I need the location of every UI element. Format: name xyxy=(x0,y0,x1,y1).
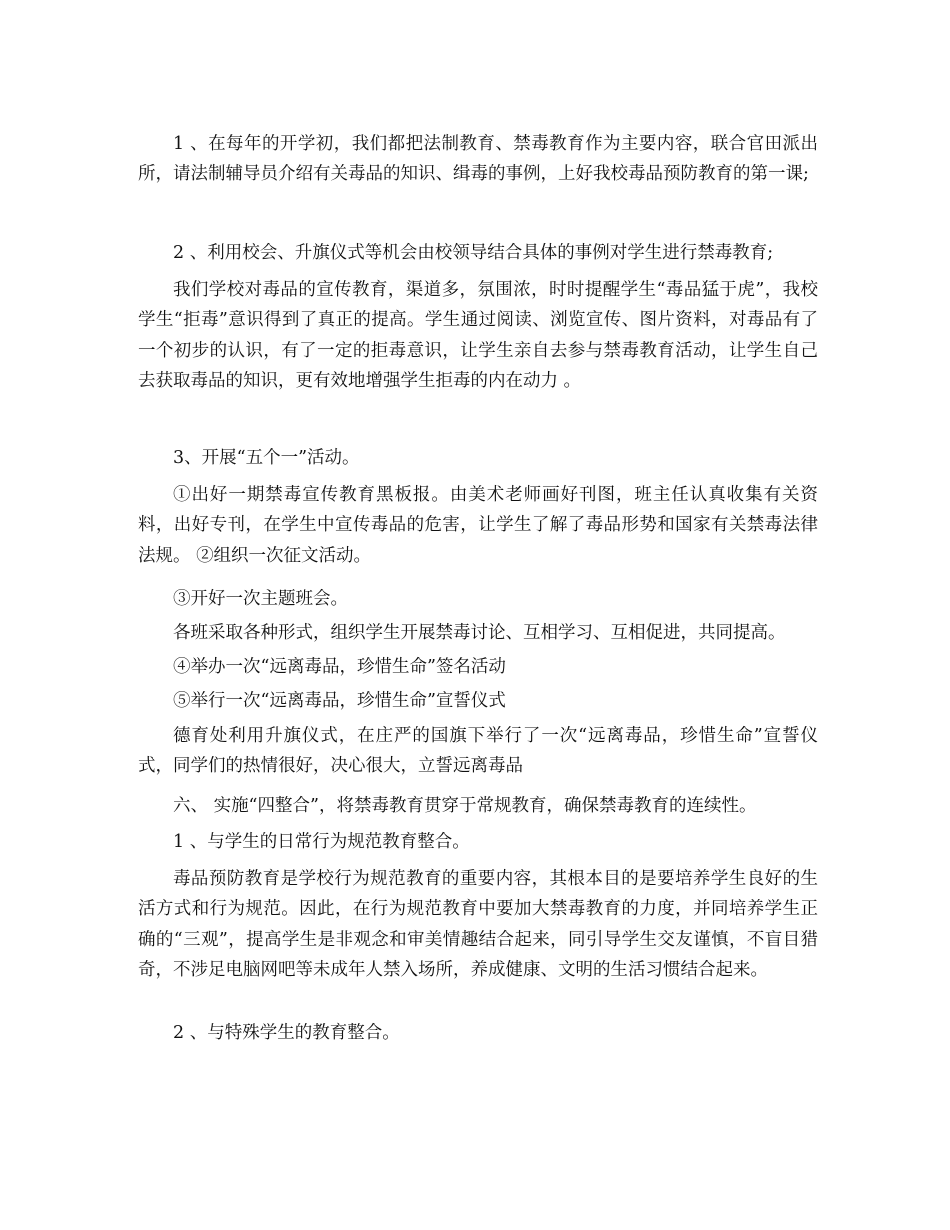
paragraph-1: 1 、在每年的开学初，我们都把法制教育、禁毒教育作为主要内容，联合官田派出所，请法制辅导员介绍有关毒品的知识、缉毒的事例，上好我校毒品预防教育的第一课; xyxy=(138,134,818,185)
paragraph-11: 六、 实施“四整合”，将禁毒教育贯穿于常规教育，确保禁毒教育的连续性。 xyxy=(173,796,757,816)
paragraph-9: ⑤举行一次“远离毒品，珍惜生命”宣誓仪式 xyxy=(173,691,506,711)
paragraph-3: 我们学校对毒品的宣传教育，渠道多，氛围浓，时时提醒学生“毒品猛于虎”，我校学生“拒毒”意识得到了真正的提高。学生通过阅读、浏览宣传、图片资料，对毒品有了一个初步的认识，有了一定的拒毒意识，让学生亲自去参与禁毒教育活动，让学生自己去获取毒品的知识，更有效地增强学生拒毒的内在动力 。 xyxy=(138,280,818,392)
paragraph-10: 德育处利用升旗仪式，在庄严的国旗下举行了一次“远离毒品，珍惜生命”宣誓仪式，同学们的热情很好，决心很大，立誓远离毒品 xyxy=(138,726,818,777)
paragraph-2: 2 、利用校会、升旗仪式等机会由校领导结合具体的事例对学生进行禁毒教育; xyxy=(173,243,774,263)
paragraph-6: ③开好一次主题班会。 xyxy=(173,589,348,609)
paragraph-8: ④举办一次“远离毒品，珍惜生命”签名活动 xyxy=(173,657,506,677)
paragraph-12: 1 、与学生的日常行为规范教育整合。 xyxy=(173,832,470,852)
paragraph-7: 各班采取各种形式，组织学生开展禁毒讨论、互相学习、互相促进，共同提高。 xyxy=(173,623,786,643)
paragraph-14: 2 、与特殊学生的教育整合。 xyxy=(173,1023,400,1043)
paragraph-4: 3、开展“五个一”活动。 xyxy=(173,448,360,468)
paragraph-5: ①出好一期禁毒宣传教育黑板报。由美术老师画好刊图，班主任认真收集有关资料，出好专刊，在学生中宣传毒品的危害，让学生了解了毒品形势和国家有关禁毒法律法规。 ②组织一次征文活动。 xyxy=(138,485,818,566)
paragraph-13: 毒品预防教育是学校行为规范教育的重要内容，其根本目的是要培养学生良好的生活方式和行为规范。因此，在行为规范教育中要加大禁毒教育的力度，并同培养学生正确的“三观”，提高学生是非观念和审美情趣结合起来，同引导学生交友谨慎，不盲目猎奇，不涉足电脑网吧等未成年人禁入场所，养成健康、文明的生活习惯结合起来。 xyxy=(138,869,818,981)
